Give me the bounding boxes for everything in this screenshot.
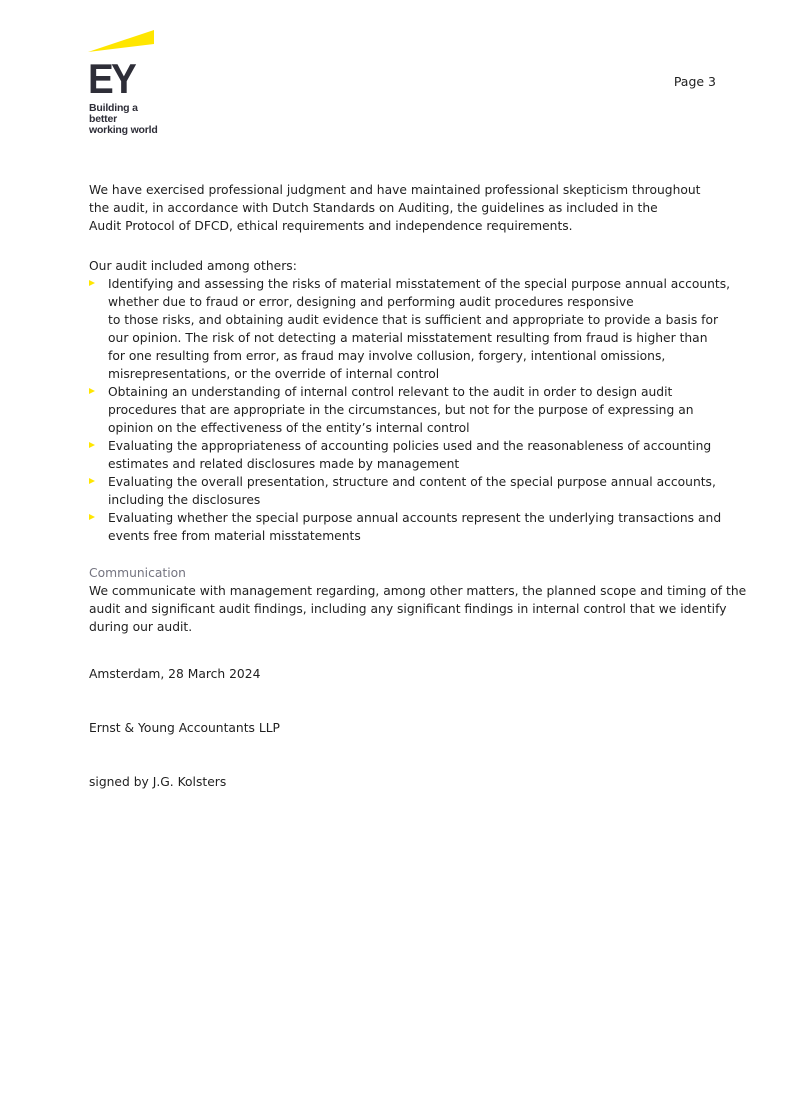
communication-paragraph <box>89 582 747 636</box>
audit-scope-section <box>89 257 731 545</box>
list-item <box>89 509 721 545</box>
text-line: estimates and related disclosures made by management <box>108 457 460 471</box>
text-line: including the disclosures <box>108 493 261 507</box>
text-line: whether due to fraud or error, designing and performing audit procedures responsive <box>108 295 634 309</box>
document-body <box>89 181 747 636</box>
text-line: audit and significant audit findings, including any significant findings in internal control that we identify <box>89 602 727 616</box>
signed-by: signed by J.G. Kolsters <box>89 775 227 789</box>
text-line: opinion on the effectiveness of the entity’s internal control <box>108 421 470 435</box>
paragraph-professional-judgment <box>89 181 721 235</box>
ey-logo <box>88 28 168 136</box>
text-line: the audit, in accordance with Dutch Standards on Auditing, the guidelines as included in the <box>89 201 658 215</box>
text-line: our opinion. The risk of not detecting a material misstatement resulting from fraud is higher than <box>108 331 708 345</box>
bullet-triangle-icon <box>89 388 95 394</box>
text-line: Evaluating the overall presentation, structure and content of the special purpose annual accounts, <box>108 475 716 489</box>
audit-procedures-list <box>89 275 731 545</box>
bullet-triangle-icon <box>89 514 95 520</box>
text-line: to those risks, and obtaining audit evidence that is sufficient and appropriate to provide a basis for <box>108 313 719 327</box>
text-line: Obtaining an understanding of internal control relevant to the audit in order to design audit <box>108 385 673 399</box>
list-item <box>89 437 721 473</box>
bullet-triangle-icon <box>89 442 95 448</box>
text-line: for one resulting from error, as fraud may involve collusion, forgery, intentional omissions, <box>108 349 666 363</box>
place-date: Amsterdam, 28 March 2024 <box>89 667 261 681</box>
text-line: Audit Protocol of DFCD, ethical requirements and independence requirements. <box>89 219 573 233</box>
bullet-triangle-icon <box>89 478 95 484</box>
communication-heading: Communication <box>89 566 186 580</box>
list-item <box>89 473 721 509</box>
text-line: procedures that are appropriate in the circumstances, but not for the purpose of expressing an <box>108 403 694 417</box>
text-line: events free from material misstatements <box>108 529 361 543</box>
text-line: Evaluating the appropriateness of accounting policies used and the reasonableness of accounting <box>108 439 712 453</box>
bullet-triangle-icon <box>89 280 95 286</box>
page-number: Page 3 <box>673 74 716 89</box>
text-line: Identifying and assessing the risks of material misstatement of the special purpose annual accounts, <box>108 277 731 291</box>
text-line: We communicate with management regarding, among other matters, the planned scope and timing of the <box>89 584 747 598</box>
logo-tagline: Building a better working world <box>89 102 158 136</box>
list-item <box>89 275 731 383</box>
audit-scope-intro: Our audit included among others: <box>89 259 297 273</box>
logo-beam-icon <box>88 28 158 58</box>
text-line: misrepresentations, or the override of internal control <box>108 367 440 381</box>
list-item <box>89 383 721 437</box>
text-line: We have exercised professional judgment and have maintained professional skepticism throughout <box>89 183 701 197</box>
text-line: Evaluating whether the special purpose annual accounts represent the underlying transactions and <box>108 511 722 525</box>
text-line: during our audit. <box>89 620 193 634</box>
logo-wordmark: EY <box>88 55 135 102</box>
firm-name: Ernst & Young Accountants LLP <box>89 721 280 735</box>
